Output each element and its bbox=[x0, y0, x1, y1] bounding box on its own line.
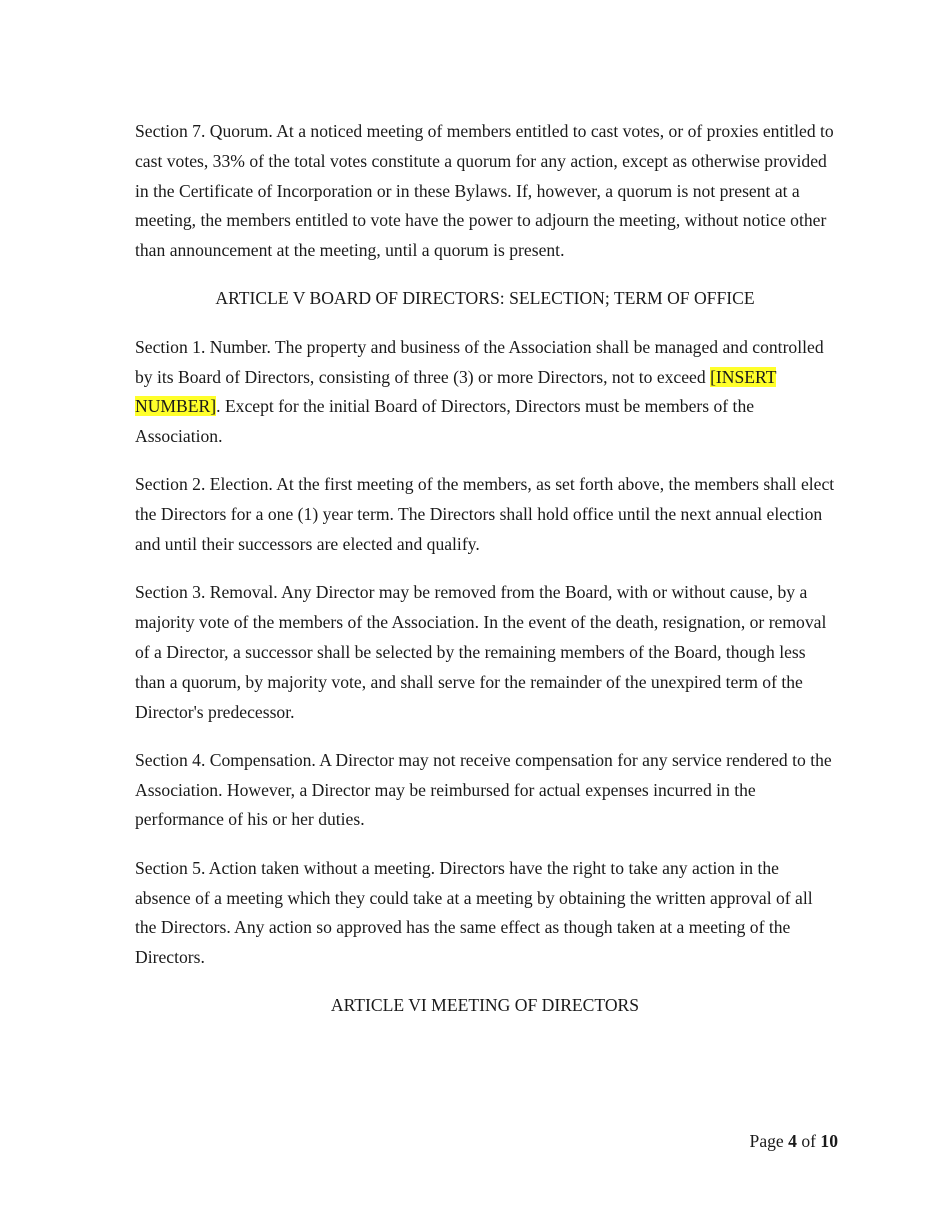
page-content bbox=[135, 117, 835, 1040]
section-1-text-before: Section 1. Number. The property and business of the Association shall be managed and controlled by its Board of Directors, consisting of three (3) or more Directors, not to exceed bbox=[135, 336, 824, 387]
page-total: 10 bbox=[820, 1131, 838, 1151]
page-footer bbox=[750, 1128, 838, 1154]
section-4-compensation: Section 4. Compensation. A Director may not receive compensation for any service rendered to the Association. However, a Director may be reimbursed for actual expenses incurred in the performance of his or her duties. bbox=[135, 749, 832, 830]
section-5-action-without-meeting: Section 5. Action taken without a meeting. Directors have the right to take any action in the absence of a meeting which they could take at a meeting by obtaining the written approval of all the Directors. Any action so approved has the same effect as though taken at a meeting of the Directors. bbox=[135, 857, 813, 968]
article-6-heading: ARTICLE VI MEETING OF DIRECTORS bbox=[330, 995, 640, 1016]
of-label: of bbox=[801, 1131, 816, 1151]
section-3-removal: Section 3. Removal. Any Director may be removed from the Board, with or without cause, by a majority vote of the members of the Association. In the event of the death, resignation, or removal of a Director, a successor shall be selected by the remaining members of the Board, though less than a quorum, by majority vote, and shall serve for the remainder of the unexpired term of the Director's predecessor. bbox=[135, 582, 827, 722]
article-5-heading: ARTICLE V BOARD OF DIRECTORS: SELECTION; TERM OF OFFICE bbox=[215, 288, 755, 309]
section-1-number bbox=[135, 333, 835, 452]
section-2-election: Section 2. Election. At the first meeting of the members, as set forth above, the members shall elect the Directors for a one (1) year term. The Directors shall hold office until the next annual election and until their successors are elected and qualify. bbox=[135, 474, 835, 555]
section-7-quorum: Section 7. Quorum. At a noticed meeting of members entitled to cast votes, or of proxies entitled to cast votes, 33% of the total votes constitute a quorum for any action, except as otherwise provided in the Certificate of Incorporation or in these Bylaws. If, however, a quorum is not present at a meeting, the members entitled to vote have the power to adjourn the meeting, without notice other than announcement at the meeting, until a quorum is present. bbox=[135, 121, 834, 261]
insert-number-placeholder: [INSERT NUMBER] bbox=[135, 366, 777, 417]
page-number: 4 bbox=[788, 1131, 797, 1151]
section-1-text-after: . Except for the initial Board of Directors, Directors must be members of the Association. bbox=[135, 396, 755, 447]
page-label: Page bbox=[749, 1131, 784, 1151]
